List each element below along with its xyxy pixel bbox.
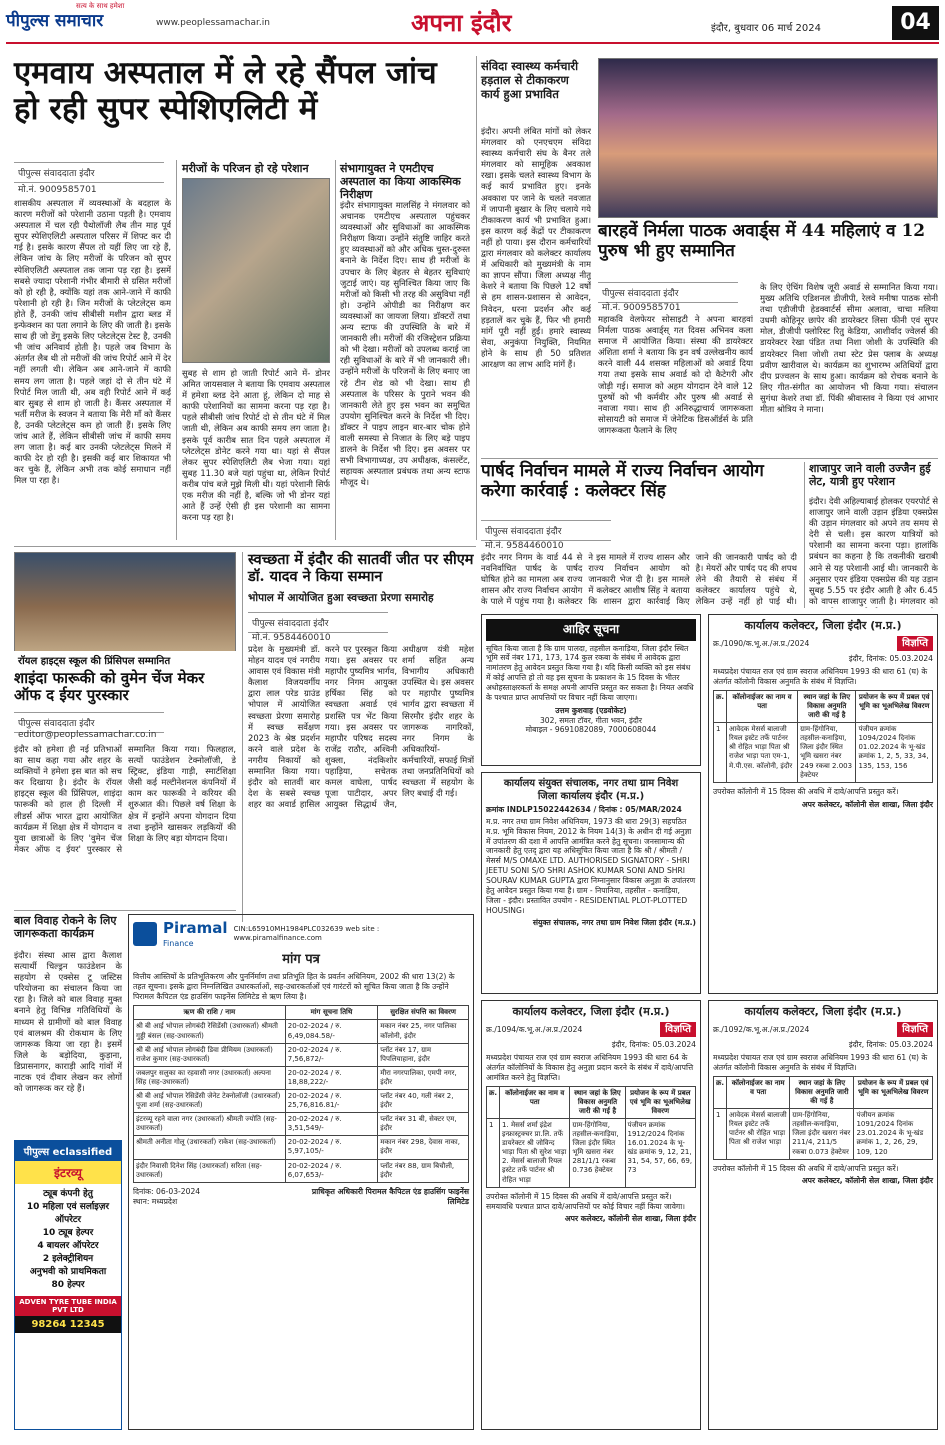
classified-company: ADVEN TYRE TUBE INDIA PVT LTD bbox=[15, 1296, 121, 1316]
page-number: 04 bbox=[892, 6, 939, 40]
table-cell: 1 bbox=[714, 723, 727, 783]
table-row bbox=[714, 723, 933, 783]
table-cell: प्लॉट नंबर 40, गली नंबर 2, इंदौर bbox=[378, 1090, 469, 1113]
collector-notice-date: इंदौर, दिनांक: 05.03.2024 bbox=[848, 1040, 933, 1050]
table-cell: 20-02-2024 / रु. 6,07,653/- bbox=[285, 1159, 377, 1182]
clean-headline: स्वच्छता में इंदौर की सातवीं जीत पर सीएम डॉ. यादव ने किया सम्मान bbox=[248, 551, 474, 585]
delay-headline: शाजापुर जाने वाली उज्जैन हुई लेट, यात्री हुए परेशान bbox=[809, 462, 931, 489]
public-notice-contact: मोबाइल - 9691082089, 7000608044 bbox=[525, 725, 657, 735]
shaida-byline: पीपुल्स संवाददाता इंदौर bbox=[14, 712, 164, 733]
table-header: क्र. bbox=[487, 1086, 500, 1118]
collector-notice-footer: उपरोक्त कॉलोनी में 15 दिवस की अवधि में दावे/आपत्ति प्रस्तुत करें। समयावधि पश्चात प्राप्त दावे/आपत्तियों पर कोई विचार नहीं किया जावेगा। bbox=[486, 1191, 686, 1211]
collector-notice-footer: उपरोक्त कॉलोनी में 15 दिवस की अवधि में दावे/आपत्ति प्रस्तुत करें। bbox=[713, 786, 899, 796]
table-header: स्थान जहां के लिए विकास अनुमति जारी की गई है bbox=[790, 1076, 854, 1108]
table-cell: श्रीमती अनीता गोलू (उधारकर्ता) राकेश (सह-उधारकर्ता) bbox=[134, 1136, 286, 1159]
masthead bbox=[6, 2, 939, 44]
table-header: सुरक्षित संपत्ति का विवरण bbox=[378, 1006, 469, 1020]
table-cell: इंटरव्यू रहने वाला नगर (उधारकर्ता) श्रीमती ज्योति (सह-उधारकर्ता) bbox=[134, 1113, 286, 1136]
table-cell: 20-02-2024 / रु. 5,97,105/- bbox=[285, 1136, 377, 1159]
piramal-table bbox=[133, 1005, 469, 1182]
collector-notice-title: कार्यालय कलेक्टर, जिला इंदौर (म.प्र.) bbox=[744, 1005, 902, 1018]
clean-subhead: भोपाल में आयोजित हुआ स्वच्छता प्रेरणा समारोह bbox=[248, 592, 434, 604]
collector-notice-table bbox=[486, 1086, 696, 1188]
table-cell: मकान नंबर 25, नगर पालिका कॉलोनी, इंदौर bbox=[378, 1020, 469, 1043]
public-notice bbox=[481, 614, 701, 766]
piramal-intro: वित्तीय आस्तियों के प्रतिभूतिकरण और पुनर्निर्माण तथा प्रतिभूति हित के प्रवर्तन अधिनियम, 2002 की धारा 13(2) के तहत सूचना। इसके द्वारा निम्नलिखित उधारकर्ताओं, सह-उधारकर्ताओं एवं गारंटरों को सूचित किया जाता है कि उन्होंने पिरामल कैपिटल एंड हाउसिंग फाइनेंस लिमिटेड से ऋण लिया है। bbox=[133, 971, 455, 1001]
lead-mobile: मो.नं. 9009585701 bbox=[18, 185, 97, 195]
tncp-ref: क्रमांक INDLP15022442634 / दिनांक : 05/MAR/2024 bbox=[486, 805, 682, 814]
inspection-body: इंदौर संभागायुक्त मालसिंह ने मंगलवार को अचानक एमटीएच अस्पताल पहुंचकर व्यवस्थाओं और सुविधाओं का आकस्मिक निरीक्षण किया। उन्होंने संतुष्टि जाहिर करते हुए व्यवस्थाओं को और अधिक चुस्त-दुरुस्त बनाने के निर्देश दिए। साथ ही मरीजों के उपचार के लिए बेहतर से बेहतर सुविधाएं जुटाई जाएं। यह सुनिश्चित किया जाए कि मरीजों को किसी भी तरह की असुविधा नहीं हो। उन्होंने ओपीडी का निरीक्षण कर व्यवस्थाओं का जायजा लिया। डॉक्टरों तथा अन्य स्टाफ की उपस्थिति के बारे में जानकारी ली। मरीजों की रजिस्ट्रेशन प्रक्रिया को भी देखा। मरीजों को उपलब्ध कराई जा रही सुविधाओं के बारे में भी जानकारी ली। उन्होंने मरीजों के परिजनों के लिए बनाए जा रहे टीन शेड को भी देखा। साथ ही अस्पताल के परिसर के पुराने भवन की जानकारी लेते हुए इस भवन का समुचित उपयोग सुनिश्चित करने के निर्देश भी दिए। डॉक्टर ने पाइप लाइन बार-बार चोक होने वाली समस्या से निजात के लिए बड़े पाइप डालने के निर्देश भी दिए। इस अवसर पर सभी विभागाध्यक्ष, उप अधीक्षक, कंसल्टेंट, सहायक अस्पताल प्रबंधक तथा अन्य स्टाफ मौजूद थे। bbox=[340, 200, 470, 488]
award-body-1: महाकवि वेलफेयर सोसाइटी ने अपना बारहवां निर्मला पाठक अवार्ड्स्‌ गत दिवस अभिनव कला समाज में आयोजित किया। संस्था की डायरेक्टर अंशिता शर्मा ने बताया कि इन वर्ष उल्लेखनीय कार्य करने वाली 44 शसक्त महिलाओं को अवार्ड दिया गया तथा इसके साथ अवार्ड को दो कैटेगरी और जोड़ी गई। समाज को अहम योगदान देने वाले 12 पुरुषों को भी कर्मवीर और पुरुष श्री अवार्ड से नवाजा गया। साथ ही अनिरुद्धाचार्य जागरूकता सोसायटी को समाज में जेनेटिक डिसऑर्डर्स के प्रति जागरूकता फैलाने के लिए bbox=[598, 314, 753, 435]
classified-line: 4 बायलर ऑपरेटर bbox=[37, 1241, 99, 1252]
table-cell: 20-02-2024 / रु. 18,88,222/- bbox=[285, 1066, 377, 1089]
table-cell: 1. मेसर्स शर्मा इंद्रेश इन्फ्रास्ट्रक्चर प्रा.लि. तर्फे डायरेक्टर श्री जोविन्द भाड़ा पिता श्री सुरेश भाड़ा 2. मेसर्स बालाजी रियल इस्टेट तर्फे पार्टनर श्री रोहित भाड़ा bbox=[500, 1119, 570, 1188]
inspection-headline: संभागायुक्त ने एमटीएच अस्पताल का किया आकस्मिक निरीक्षण bbox=[340, 162, 461, 202]
table-row bbox=[134, 1066, 469, 1089]
classified-box bbox=[14, 1140, 122, 1430]
table-header: प्रयोजन के रूप में प्रबल एवं भूमि का भूअभिलेख विवरण bbox=[856, 690, 933, 722]
award-body-2: के लिए ऐचिंग विशेष जूरी अवार्ड से सम्मानित किया गया। मुख्य अतिथि एडिशनल डीजीपी, रेलवे मनीषा पाठक सोनी तथा एडीजीपी हेडक्वार्टर्स सीमा अलावा, चाचा मलिया उधमी कोहिनूर छापेर की डायरेक्टर लिसा फीनी एवं सुपर मोल, डीजीपी फ्लोरिस्ट रितु केडिया, आशीर्वाद ज्वेलर्स की डायरेक्टर रेखा पंडित तथा निशा जोशी के उपस्थिति की डायरेक्टर निशा जोशी तथा स्टेट प्रेस फ्लाब के अध्यक्ष प्रवीण खारीवाल थे। कार्यक्रम का शुभारम्भ अतिथियों द्वारा दीप प्रज्वलन के साथ हुआ। कार्यक्रम को रोचक बनाने के लिए गीत-संगीत का आयोजन भी किया गया। संचालन सुगंधा केशरे तथा डॉ. पिंकी श्रीवास्तव ने किया एवं आभार मीता श्रोत्रिय ने माना। bbox=[760, 282, 938, 415]
column-divider bbox=[335, 160, 336, 540]
table-header: स्थान जहां के लिए विकास अनुमति जारी की गई है bbox=[798, 690, 856, 722]
table-header: ऋण की राशि / नाम bbox=[134, 1006, 286, 1020]
brand-tagline: सत्य के साथ हमेशा bbox=[76, 2, 125, 10]
table-cell: पंजीयन क्रमांक 1094/2024 दिनांक 01.02.2024 के भू-खंड क्रमांक 1, 2, 5, 33, 34, 135, 153, 156 bbox=[856, 723, 933, 783]
table-cell: 20-02-2024 / रु. 3,51,549/- bbox=[285, 1113, 377, 1136]
table-cell: श्री बी आई भोपाल लोगबंदी रेसिडेंसी (उधारकर्ता) श्रीमती गुड्डी बंसल (सह-उधारकर्ता) bbox=[134, 1020, 286, 1043]
tncp-title: कार्यालय संयुक्त संचालक, नगर तथा ग्राम निवेश bbox=[503, 778, 679, 789]
table-cell: प्लॉट नंबर 31 बी, सेक्टर एम, इंदौर bbox=[378, 1113, 469, 1136]
piramal-demand-notice bbox=[128, 914, 474, 1430]
classified-phone[interactable]: 98264 12345 bbox=[15, 1316, 121, 1333]
table-cell: आवेदक मेसर्स बालाजी रियल इस्टेट तर्फे पार्टनर श्री रोहित भाड़ा पिता श्री राजेश भाड़ा bbox=[727, 1109, 790, 1159]
piramal-logo: Piramal bbox=[163, 919, 228, 937]
collector-notice-table bbox=[713, 690, 933, 783]
table-row bbox=[134, 1113, 469, 1136]
child-marriage-body: इंदौर। संस्था आस द्वारा कैलाश सत्यार्थी चिल्ड्रन फाउंडेशन के सहयोग से एक्सेस टू जस्टिस परियोजना का संचालन किया जा रहा है। जिले को बाल विवाह मुक्त बनाने हेतु विभिन्न गतिविधियों के माध्यम से ग्रामीणों को बाल विवाह एवं बालश्रम की रोकथाम के लिए जागरूक किया जा रहा है। इसमें जिले के बड़ोदिया, कुड़ाना, डिप्रासनागर, काराड़ी आदि गांवों में नाटक एवं दीवार लेखन कर लोगों को जागरूक कर रहे हैं। bbox=[14, 950, 122, 1094]
table-header: क्र. bbox=[714, 1076, 727, 1108]
shaida-email[interactable]: editor@peoplessamachar.co.in bbox=[18, 730, 157, 740]
lead-photo-caption: मरीजों के परिजन हो रहे परेशान bbox=[182, 162, 309, 175]
collector-notice-ref: क्र./1090/क.भू.अ./अ.प्र./2024 bbox=[713, 638, 810, 648]
table-row bbox=[134, 1020, 469, 1043]
award-mobile: मो.नं. 9009585701 bbox=[602, 303, 681, 313]
collector-notice-2 bbox=[708, 614, 938, 994]
table-cell: पंजीयन क्रमांक 1912/2024 दिनांक 16.01.2024 के भू-खंड क्रमांक 9, 12, 21, 31, 54, 57, 66, 69, 73 bbox=[625, 1119, 695, 1188]
hospital-photo bbox=[182, 178, 330, 363]
column-divider bbox=[476, 56, 477, 540]
column-divider bbox=[804, 462, 805, 608]
public-notice-address: 302, समता टॉवर, गीता भवन, इंदौर bbox=[539, 715, 643, 725]
collector-notice-intro: मध्यप्रदेश पंचायत राज एवं ग्राम स्वराज अधिनियम 1993 की धारा 64 के अंतर्गत कॉलोनियों के विकास हेतु अनुज्ञा प्रदान करने के संबंध में दावे/आपत्ति आमंत्रित करने हेतु विज्ञप्ति। bbox=[486, 1053, 694, 1082]
piramal-cin: CIN:L65910MH1984PLC032639 web site : www.piramalfinance.com bbox=[233, 924, 380, 942]
shaida-award-photo bbox=[14, 552, 236, 662]
classified-line: ट्यूब कंपनी हेतु bbox=[43, 1189, 93, 1199]
table-header: कॉलोनाईजर का नाम व पता bbox=[727, 690, 798, 722]
election-byline: पीपुल्स संवाददाता इंदौर bbox=[481, 520, 611, 541]
table-cell: पंजीयन क्रमांक 1091/2024 दिनांक 23.01.2024 के भू-खंड क्रमांक 1, 2, 26, 29, 109, 120 bbox=[854, 1109, 933, 1159]
classified-title: पीपुल्स eclassified bbox=[15, 1141, 121, 1161]
table-cell: 20-02-2024 / रु. 6,49,084.58/- bbox=[285, 1020, 377, 1043]
collector-notice-signer: अपर कलेक्टर, कॉलोनी सेल शाखा, जिला इंदौर bbox=[564, 1214, 696, 1224]
table-cell: मकान नंबर 298, देवास नाका, इंदौर bbox=[378, 1136, 469, 1159]
collector-notice-date: इंदौर, दिनांक: 05.03.2024 bbox=[611, 1040, 696, 1050]
table-row bbox=[487, 1119, 696, 1188]
table-cell: जबलपुर सलुका का रहवासी नगर (उधारकर्ता) अल्पना सिंह (सह-उधारकर्ता) bbox=[134, 1066, 286, 1089]
lead-photo-body: सुबह से शाम हो जाती रिपोर्ट आने में- डोनर अमित जायसवाल ने बताया कि एमवाय अस्पताल में हमेशा ब्लड देने आता हूं, लेकिन दो माह से काफी परेशानियों का सामना करना पड़ रहा है। पहले सीबीसी जांच रिपोर्ट दो से तीन घंटे में मिल जाती थी, लेकिन अब काफी समय लग जाता है। इसके पूर्व कारीब सात दिन पहले अस्पताल में प्लेटलेट्स डोनेट करने गया था। यहां से सैंपल लेकर सुपर स्पेशिएलिटी लैब भेजा गया। यहां सुबह 11.30 बजे यहां पहुंचा था, लेकिन रिपोर्ट करीब पांच बजे मुझे मिली थी। यहां परेशानी सिर्फ एक मरीज की नहीं है, बल्कि जो भी डोनर यहां आते हैं उन्हें ऐसी ही इस परेशानी का सामना करना पड़ रहा है। bbox=[182, 368, 330, 523]
table-cell: 1 bbox=[714, 1109, 727, 1159]
collector-notice-badge: विज्ञप्ति bbox=[897, 1022, 933, 1037]
table-cell: प्लॉट नंबर 17, ग्राम पिपलियाहाना, इंदौर bbox=[378, 1043, 469, 1066]
section-title: अपना इंदौर bbox=[411, 8, 512, 37]
classified-line: अनुभवी को प्राथमिकता bbox=[29, 1267, 107, 1278]
clean-byline: पीपुल्स संवाददाता इंदौर bbox=[248, 612, 388, 633]
piramal-signoff: प्राधिकृत अधिकारी पिरामल कैपिटल एंड हाउसिंग फाइनेंस लिमिटेड bbox=[311, 1186, 469, 1206]
table-cell: 1 bbox=[487, 1119, 500, 1188]
public-notice-signer: उत्तम कुशवाह (एडवोकेट) bbox=[555, 705, 627, 715]
lead-byline: पीपुल्स संवाददाता इंदौर bbox=[14, 162, 164, 183]
shaida-photo-caption: रॉयल हाइट्स स्कूल की प्रिंसिपल सम्मानित bbox=[14, 651, 236, 669]
section-divider bbox=[14, 910, 236, 911]
section-divider bbox=[14, 546, 476, 547]
table-cell: 20-02-2024 / रु. 7,56,872/- bbox=[285, 1043, 377, 1066]
table-row bbox=[134, 1159, 469, 1182]
public-notice-title: आहिर सूचना bbox=[486, 619, 696, 641]
collector-notice-date: इंदौर, दिनांक: 05.03.2024 bbox=[848, 654, 933, 664]
tncp-signoff: संयुक्त संचालक, नगर तथा ग्राम निवेश जिला इंदौर (म.प्र.) bbox=[532, 918, 696, 928]
section-divider bbox=[481, 458, 938, 459]
award-byline: पीपुल्स संवाददाता इंदौर bbox=[598, 282, 738, 303]
collector-notice-1 bbox=[481, 1000, 701, 1430]
table-cell: मीरा नगरपालिका, एमपी नगर, इंदौर bbox=[378, 1066, 469, 1089]
collector-notice-footer: उपरोक्त कॉलोनी में 15 दिवस की अवधि में दावे/आपत्ति प्रस्तुत करें। bbox=[713, 1163, 899, 1173]
table-cell: श्री बी आई भोपाल लोगबंदी डिवा प्रीमियम (उधारकर्ता) राजेश कुमार (सह-उधारकर्ता) bbox=[134, 1043, 286, 1066]
classified-category: इंटरव्यू bbox=[15, 1161, 121, 1184]
piramal-logo-icon bbox=[133, 922, 157, 946]
dateline: इंदौर, बुधवार 06 मार्च 2024 bbox=[711, 23, 821, 34]
table-cell: 20-02-2024 / रु. 25,76,816.81/- bbox=[285, 1090, 377, 1113]
column-divider bbox=[176, 160, 177, 540]
collector-notice-intro: मध्यप्रदेश पंचायत राज एवं ग्राम स्वराज अधिनियम 1993 की धारा 61 (घ) के अंतर्गत कॉलोनी विकास अनुमति के संबंध में विज्ञप्ति। bbox=[713, 667, 928, 687]
classified-ad-lines bbox=[15, 1184, 121, 1296]
election-body: इंदौर नगर निगम के वार्ड 44 से नवनिर्वाचित पार्षद के पार्षद घोषित होने का मामला अब राज्य शासन और राज्य निर्वाचन आयोग के पाले में पहुंच गया है। कलेक्टर ने इस मामले में राज्य शासन और राज्य निर्वाचन आयोग को जानकारी भेज दी है। इस मामले में कलेक्टर आशीष सिंह ने बताया कि शासन द्वारा कार्रवाई किए जाने की जानकारी पार्षद को दी है। मेयरों और पार्षद पद की शपथ लेने की तैयारी से संबंध में कलेक्टर कार्यालय पहुंचे थे, लेकिन उन्हें नहीं हो पाई थी। bbox=[481, 552, 797, 607]
delay-body: इंदौर। देवी अहिल्याबाई होलकर एयरपोर्ट से शाजापुर जाने वाली उड़ान इंडिया एक्सप्रेस की उड़ान मंगलवार को अपने तय समय से देरी से चली। इस कारण यात्रियों को परेशानी का सामना करना पड़ा। हालांकि प्रबंधन का कहना है कि तकनीकी खराबी आने से यह परेशानी आई थी। जानकारी के अनुसार एयर इंडिया एक्सप्रेस की यह उड़ान सुबह 5.55 पर इंदौर आती है और 6.45 को वापस शाजापुर जाती है। मंगलवार को bbox=[809, 496, 938, 606]
child-marriage-headline: बाल विवाह रोकने के लिए जागरूकता कार्यक्रम bbox=[14, 914, 117, 941]
collector-notice-table bbox=[713, 1076, 933, 1160]
collector-notice-ref: क्र./1092/क.भू.अ./अ.प्र./2024 bbox=[713, 1024, 810, 1034]
table-row bbox=[134, 1136, 469, 1159]
collector-notice-title: कार्यालय कलेक्टर, जिला इंदौर (म.प्र.) bbox=[512, 1005, 670, 1018]
lead-headline: एमवाय अस्पताल में ले रहे सैंपल जांच हो रही सुपर स्पेशिएलिटी में bbox=[14, 55, 437, 127]
clean-mobile: मो.नं. 9584460010 bbox=[252, 633, 331, 643]
public-notice-body: सूचित किया जाता है कि ग्राम पालदा, तहसील कनाड़िया, जिला इंदौर स्थित भूमि सर्वे नंबर 171, 173, 174 कुल रकबा के संबंध में आवेदक द्वारा नामांतरण हेतु आवेदन प्रस्तुत किया गया है। यदि किसी व्यक्ति को इस संबंध में कोई आपत्ति हो तो वह इस सूचना के प्रकाशन के 15 दिवस के भीतर अधोहस्ताक्षरकर्ता के समक्ष अपनी आपत्ति प्रस्तुत कर सकता है। नियत अवधि के पश्चात प्राप्त आपत्तियों पर विचार नहीं किया जाएगा। bbox=[486, 643, 694, 702]
table-header: मांग सूचना तिथि bbox=[285, 1006, 377, 1020]
collector-notice-badge: विज्ञप्ति bbox=[897, 636, 933, 651]
table-header: कॉलोनाईजर का नाम व पता bbox=[500, 1086, 570, 1118]
strike-headline: संविदा स्वास्थ्य कर्मचारी हड़ताल से टीकाकरण कार्य हुआ प्रभावित bbox=[481, 59, 579, 101]
tncp-subtitle: जिला कार्यालय इंदौर (म.प्र.) bbox=[537, 791, 645, 802]
award-ceremony-photo bbox=[598, 58, 938, 218]
classified-line: 2 इलेक्ट्रीशियन bbox=[42, 1254, 94, 1265]
piramal-logo-sub: Finance bbox=[163, 938, 194, 948]
collector-notice-signer: अपर कलेक्टर, कॉलोनी सेल शाखा, जिला इंदौर bbox=[801, 1176, 933, 1186]
collector-notice-3 bbox=[708, 1000, 938, 1430]
table-cell: ग्राम-हिंगोनिया, तहसील-कनाड़िया, जिला इंदौर स्थित भूमि खसरा नंबर 249 रकबा 2.003 हेक्टेयर bbox=[798, 723, 856, 783]
tncp-notice bbox=[481, 772, 701, 994]
classified-line: 10 महिला एवं सर्लाइज़र bbox=[26, 1202, 110, 1213]
lead-body: शासकीय अस्पताल में व्यवस्थाओं के बदहाल के कारण मरीजों को परेशानी उठाना पड़ती है। एमवाय अस्पताल में चल रही पैथोलॉजी लैब तीन माह पूर्व सुपर स्पेशिएलिटी अस्पताल परिसर में शिफ्ट कर दी गई है। इसके कारण सैंपल तो यहीं लिए जा रहे हैं, लेकिन जांच के लिए मरीजों के परिजन को सुपर स्पेशिएलिटी अस्पताल तक जाना पड़ रहा है। इसमें सबसे ज्यादा परेशानी गंभीर बीमारी से ग्रसित मरीजों को हो रही है, क्योंकि यहां तक आने-जाने में काफी परेशानी हो रही है। जिन मरीजों के प्लेटलेट्स कम होते हैं, उनकी जांच सीबीसी मशीन द्वारा ब्लड में इन्फेक्शन का पता लगाने के लिए की जाती है। इसके साथ ही जो डेंगू इसके लिए प्लेटलेट्स टेस्ट है, उनकी भी जांच अनिवार्य होती है। पहले जब विभाग के अंतर्गत लैब थी तो मरीजों की जांच रिपोर्ट आने में देर नहीं लगती थी। लेकिन अब आने-जाने में काफी समय लग जाता है। पहले जहां दो से तीन घंटे में रिपोर्ट मिल जाती थी, अब वही रिपोर्ट आने में कई बार सुबह से शाम हो जाती है। कैंसर अस्पताल में भर्ती मरीज के स्वजन ने बताया कि मेरी माँ को कैंसर है, उनकी प्लेटलेट्स कम हो जाती हैं। इसके लिए जांच आते हैं, लेकिन सीबीसी जांच में काफी समय लग जाता है। कई बार उनकी प्लेटलेट्स मिलने में काफी देर हो रही है। इसकी कई बार शिकायत भी कर चुके हैं, लेकिन अभी तक कोई समाधान नहीं मिल पा रहा है। bbox=[14, 198, 171, 486]
table-cell: इंदौर निवासी दिनेश सिंह (उधारकर्ता) सरिता (सह-उधारकर्ता) bbox=[134, 1159, 286, 1182]
collector-notice-intro: मध्यप्रदेश पंचायत राज एवं ग्राम स्वराज अधिनियम 1993 की धारा 61 (घ) के अंतर्गत कॉलोनी विकास अनुमति के संबंध में विज्ञप्ति। bbox=[713, 1053, 928, 1073]
table-row bbox=[134, 1090, 469, 1113]
strike-body: इंदौर। अपनी लंबित मांगों को लेकर मंगलवार को एनएचएम संविदा स्वास्थ्य कर्मचारी संघ के बैनर तले मंगलवार को सामूहिक अवकाश रखा। इसके चलते स्वास्थ्य विभाग के कई कार्य प्रभावित हुए। इनके अवकाश पर जाने के चलते नवजात में जापानी बुखार के लिए चलाये गये टीकाकरण कार्य भी प्रभावित हुआ। इस कारण कई केंद्रों पर टीकाकरण नहीं हो पाया। इस दौरान कर्मचारियों द्वारा मंगलवार को कलेक्टर कार्यालय में अधिकारी को मुख्यमंत्री के नाम का ज्ञापन सौंपा। जिला अध्यक्ष नीतू केशरे ने बताया कि पिछले 12 वर्षों से हम शासन-प्रशासन से आवेदन, निवेदन, धरना प्रदर्शन और कई हड़तालें कर चुके हैं, फिर भी हमारी मांगें पूरी नहीं हुईं। हमारे स्वास्थ्य सेवा, अनुकंपा नियुक्ति, नियमित होने के साथ ही 50 प्रतिशत आरक्षण का लाभ आदि मांगें हैं। bbox=[481, 126, 591, 369]
classified-line: 80 हेल्पर bbox=[51, 1280, 85, 1291]
shaida-headline: शाइंदा फारूकी को वुमेन चेंज मेकर ऑफ द ईयर पुरस्कार bbox=[14, 669, 205, 705]
column-divider bbox=[242, 552, 243, 922]
piramal-place: स्थान: मध्यप्रदेश bbox=[133, 1196, 178, 1206]
collector-notice-title: कार्यालय कलेक्टर, जिला इंदौर (म.प्र.) bbox=[744, 619, 902, 632]
table-cell: आवेदक मेसर्स बालाजी रियल इस्टेट तर्फे पार्टनर श्री रोहित भाड़ा पिता श्री राजेश भाड़ा पता एम-1, मे.पी.एस. कॉलोनी, इंदौर bbox=[727, 723, 798, 783]
collector-notice-signer: अपर कलेक्टर, कॉलोनी सेल शाखा, जिला इंदौर bbox=[801, 799, 933, 809]
classified-line: 10 ट्यूब हेल्पर bbox=[42, 1228, 94, 1239]
collector-notice-badge: विज्ञप्ति bbox=[660, 1022, 696, 1037]
shaida-body: इंदौर को हमेशा ही नई प्रतिभाओं का साथ कहा गया और शहर के व्यक्तियों ने हमेशा इस बात को सच कर दिखाया है। इंदौर के रॉयल हाइट्स स्कूल की प्रिंसिपल, शाइंदा फारूकी को हाल ही दिल्ली में लीडर्स ऑफ भारत द्वारा आयोजित कार्यक्रम में शिक्षा क्षेत्र में योगदान व युवा छात्राओं के लिए 'वुमेन चेंज मेकर ऑफ द ईयर' पुरस्कार से सम्मानित किया गया। फिलहाल, सत्यों फाउंडेशन टेक्नोलॉजी, डे स्ट्रिक्ट, इंडिया गाड़ी, स्मार्टशिक्षा जैसी कई मल्टीनेशनल कंपनियों में काम कर फारूकी ने करियर की शुरुआत की। पिछले वर्ष शिक्षा के क्षेत्र में इन्होंने अपना योगदान दिया तथा इन्होंने खासकर लड़कियों की शिक्षा के लिए बड़ा योगदान दिया। bbox=[14, 744, 236, 854]
table-cell: ग्राम-हिंगोनिया, तहसील-कनाड़िया, जिला इंदौर खसरा नंबर 211/4, 211/5 रकबा 0.073 हेक्टेयर bbox=[790, 1109, 854, 1159]
table-row bbox=[714, 1109, 933, 1159]
table-header: स्थान जहां के लिए विकास अनुमति जारी की गई है bbox=[570, 1086, 625, 1118]
table-header: प्रयोजन के रूप में प्रबल एवं भूमि का भूअभिलेख विवरण bbox=[625, 1086, 695, 1118]
piramal-heading: मांग पत्र bbox=[282, 951, 320, 967]
table-row bbox=[134, 1043, 469, 1066]
tncp-body: म.प्र. नगर तथा ग्राम निवेश अधिनियम, 1973 की धारा 29(3) सहपठित म.प्र. भूमि विकास नियम, 2012 के नियम 14(3) के अधीन दी गई अनुज्ञा में उपांतरण की दशा में आपत्ति आमंत्रित करने हेतु सूचना। जनसामान्य की जानकारी हेतु एतद् द्वारा यह अधिसूचित किया जाता है कि श्री / श्रीमती / मेसर्स M/S OMAXE LTD. AUTHORISED SIGNATORY - SHRI JEETU SONI S/O SHRI ASHOK KUMAR SONI AND SHRI SOURAV KUMAR GUPTA द्वारा निम्नानुसार विकास अनुज्ञा के उपांतरण हेतु आवेदन प्रस्तुत किया गया है। ग्राम - निपानिया, तहसील - कनाड़िया, जिला - इंदौर। प्रस्तावित उपयोग - RESIDENTIAL PLOT-PLOTTED HOUSING। bbox=[486, 816, 696, 915]
table-header: कॉलोनाईजर का नाम व पता bbox=[727, 1076, 790, 1108]
classified-line: ऑपरेटर bbox=[54, 1215, 82, 1226]
piramal-date: दिनांक: 06-03-2024 bbox=[133, 1186, 201, 1196]
clean-body: प्रदेश के मुख्यमंत्री डॉ. मोहन यादव एवं नगरीय आवास एवं विकास मंत्री कैलाश विजयवर्गीय द्वारा लाल परेड ग्राउंड भोपाल में आयोजित स्वच्छता प्रेरणा समारोह में स्वच्छ सर्वेक्षण 2023 के श्रेष्ठ प्रदर्शन करने वाले प्रदेश के नगरीय निकायों को सम्मानित किया गया। इंदौर को सातवीं बार देश के सबसे स्वच्छ शहर का अवार्ड हासिल करने पर पुरस्कृत किया गया। इस अवसर पर महापौर पुष्यमित्र भार्गव, नगर निगम आयुक्त हर्षिका सिंह को स्वच्छता अवार्ड एवं प्रशस्ति पत्र भेंट किया गया। इस अवसर पर महापौर परिषद सदस्य राजेंद्र राठौर, अश्विनी शुक्ला, नंदकिशोर पहाड़िया, सचेतक कमल वाघेला, पार्षद पूजा पाटीदार, अपर आयुक्त सिद्धार्थ जैन, अधीक्षण यंत्री महेश शर्मा सहित अन्य विभागीय अधिकारी उपस्थित थे। इस अवसर पर महापौर पुष्यमित्र भार्गव द्वारा स्वच्छता में सिरमौर इंदौर शहर के जागरूक नागरिकों, नगर निगम के अधिकारियों-कर्मचारियों, सफाई मित्रों तथा जनप्रतिनिधियों को स्वच्छता में सहयोग के लिए बधाई दी गई। bbox=[248, 644, 474, 810]
table-header: प्रयोजन के रूप में प्रबल एवं भूमि का भूअभिलेख विवरण bbox=[854, 1076, 933, 1108]
award-headline: बारहवें निर्मला पाठक अवार्ड्स में 44 महिलाएं व 12 पुरुष भी हुए सम्मानित bbox=[598, 221, 926, 261]
table-cell: प्लॉट नंबर 88, ग्राम बिचौली, इंदौर bbox=[378, 1159, 469, 1182]
site-url[interactable]: www.peoplessamachar.in bbox=[156, 18, 270, 28]
election-headline: पार्षद निर्वाचन मामले में राज्य निर्वाचन आयोग करेगा कार्रवाई : कलेक्टर सिंह bbox=[481, 461, 764, 501]
table-header: क्र. bbox=[714, 690, 727, 722]
table-cell: ग्राम-हिंगोनिया, तहसील-कनाड़िया, जिला इंदौर स्थित भूमि खसरा नंबर 281/1/1 रकबा 0.736 हेक्टेयर bbox=[570, 1119, 625, 1188]
collector-notice-ref: क्र./1094/क.भू.अ./अ.प्र./2024 bbox=[486, 1024, 583, 1034]
brand-logo: पीपुल्स समाचार bbox=[6, 11, 104, 31]
election-mobile: मो.नं. 9584460010 bbox=[485, 541, 564, 551]
table-cell: श्री बी आई भोपाल रेसिडेंसी जेनेट टेक्नोलॉजी (उधारकर्ता) पूजा शर्मा (सह-उधारकर्ता) bbox=[134, 1090, 286, 1113]
